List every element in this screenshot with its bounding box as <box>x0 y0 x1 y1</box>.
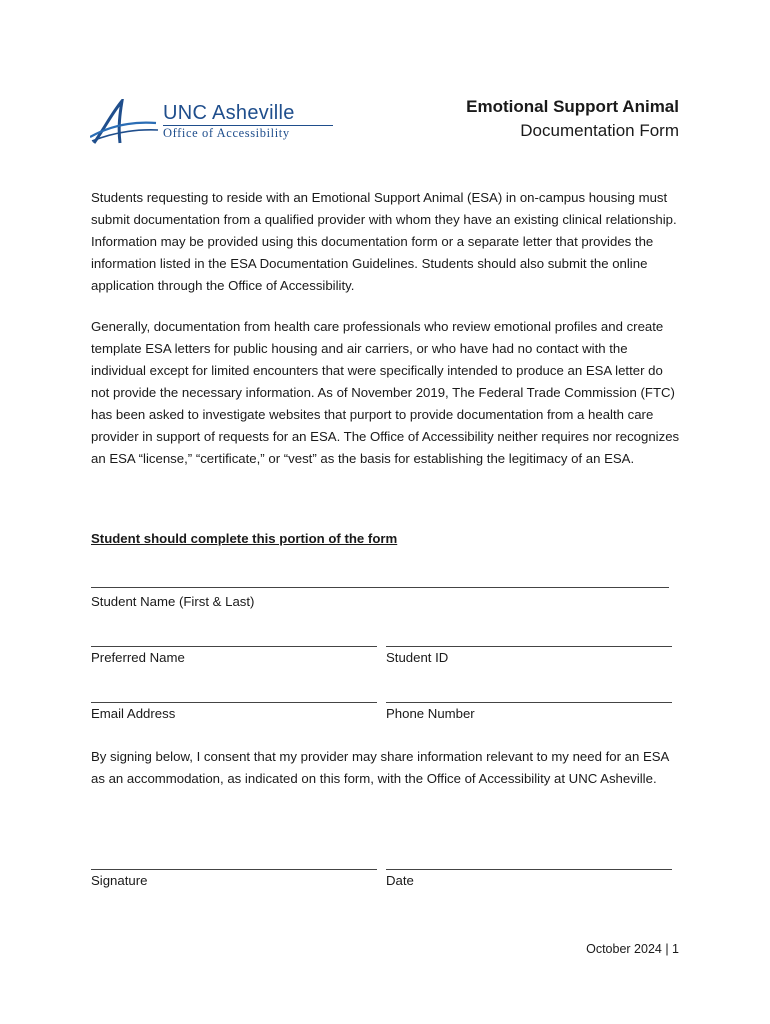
page-footer: October 2024 | 1 <box>586 942 679 956</box>
student-id-field[interactable] <box>386 646 672 647</box>
student-section-heading: Student should complete this portion of the form <box>91 531 398 546</box>
unc-asheville-logo <box>90 99 350 147</box>
logo-mark-icon <box>90 99 160 147</box>
signature-label: Signature <box>91 873 148 888</box>
form-subtitle: Documentation Form <box>520 121 679 140</box>
student-name-field[interactable] <box>91 587 669 588</box>
email-field[interactable] <box>91 702 377 703</box>
preferred-name-label: Preferred Name <box>91 650 185 665</box>
phone-label: Phone Number <box>386 706 475 721</box>
form-title-block <box>466 96 679 144</box>
date-field[interactable] <box>386 869 672 870</box>
intro-paragraph: Students requesting to reside with an Emotional Support Animal (ESA) in on-campus housing must submit documentation from a qualified provider with whom they have an existing clinical relationship. Information may be provided using this documentation form or a separate letter that provides the information listed in the ESA Documentation Guidelines. Students should also submit the online application through the Office of Accessibility. <box>91 190 677 293</box>
documentation-paragraph: Generally, documentation from health care professionals who review emotional profiles and create template ESA letters for public housing and air carriers, or who have had no contact with the individual except for limited encounters that were specifically intended to produce an ESA letter do not provide the necessary information. As of November 2019, The Federal Trade Commission (FTC) has been asked to investigate websites that purport to provide documentation from a health care provider in support of requests for an ESA. The Office of Accessibility neither requires nor recognizes an ESA “license,” “certificate,” or “vest” as the basis for establishing the legitimacy of an ESA. <box>91 319 680 466</box>
form-title: Emotional Support Animal <box>466 97 679 116</box>
date-label: Date <box>386 873 414 888</box>
email-label: Email Address <box>91 706 176 721</box>
consent-statement: By signing below, I consent that my provider may share information relevant to my need for an ESA as an accommodation, as indicated on this form, with the Office of Accessibility at UNC Asheville. <box>91 749 669 786</box>
phone-field[interactable] <box>386 702 672 703</box>
logo-subtitle: Office of Accessibility <box>163 126 290 140</box>
logo-name: UNC Asheville <box>163 102 295 124</box>
student-name-label: Student Name (First & Last) <box>91 594 255 609</box>
signature-field[interactable] <box>91 869 377 870</box>
preferred-name-field[interactable] <box>91 646 377 647</box>
student-id-label: Student ID <box>386 650 449 665</box>
